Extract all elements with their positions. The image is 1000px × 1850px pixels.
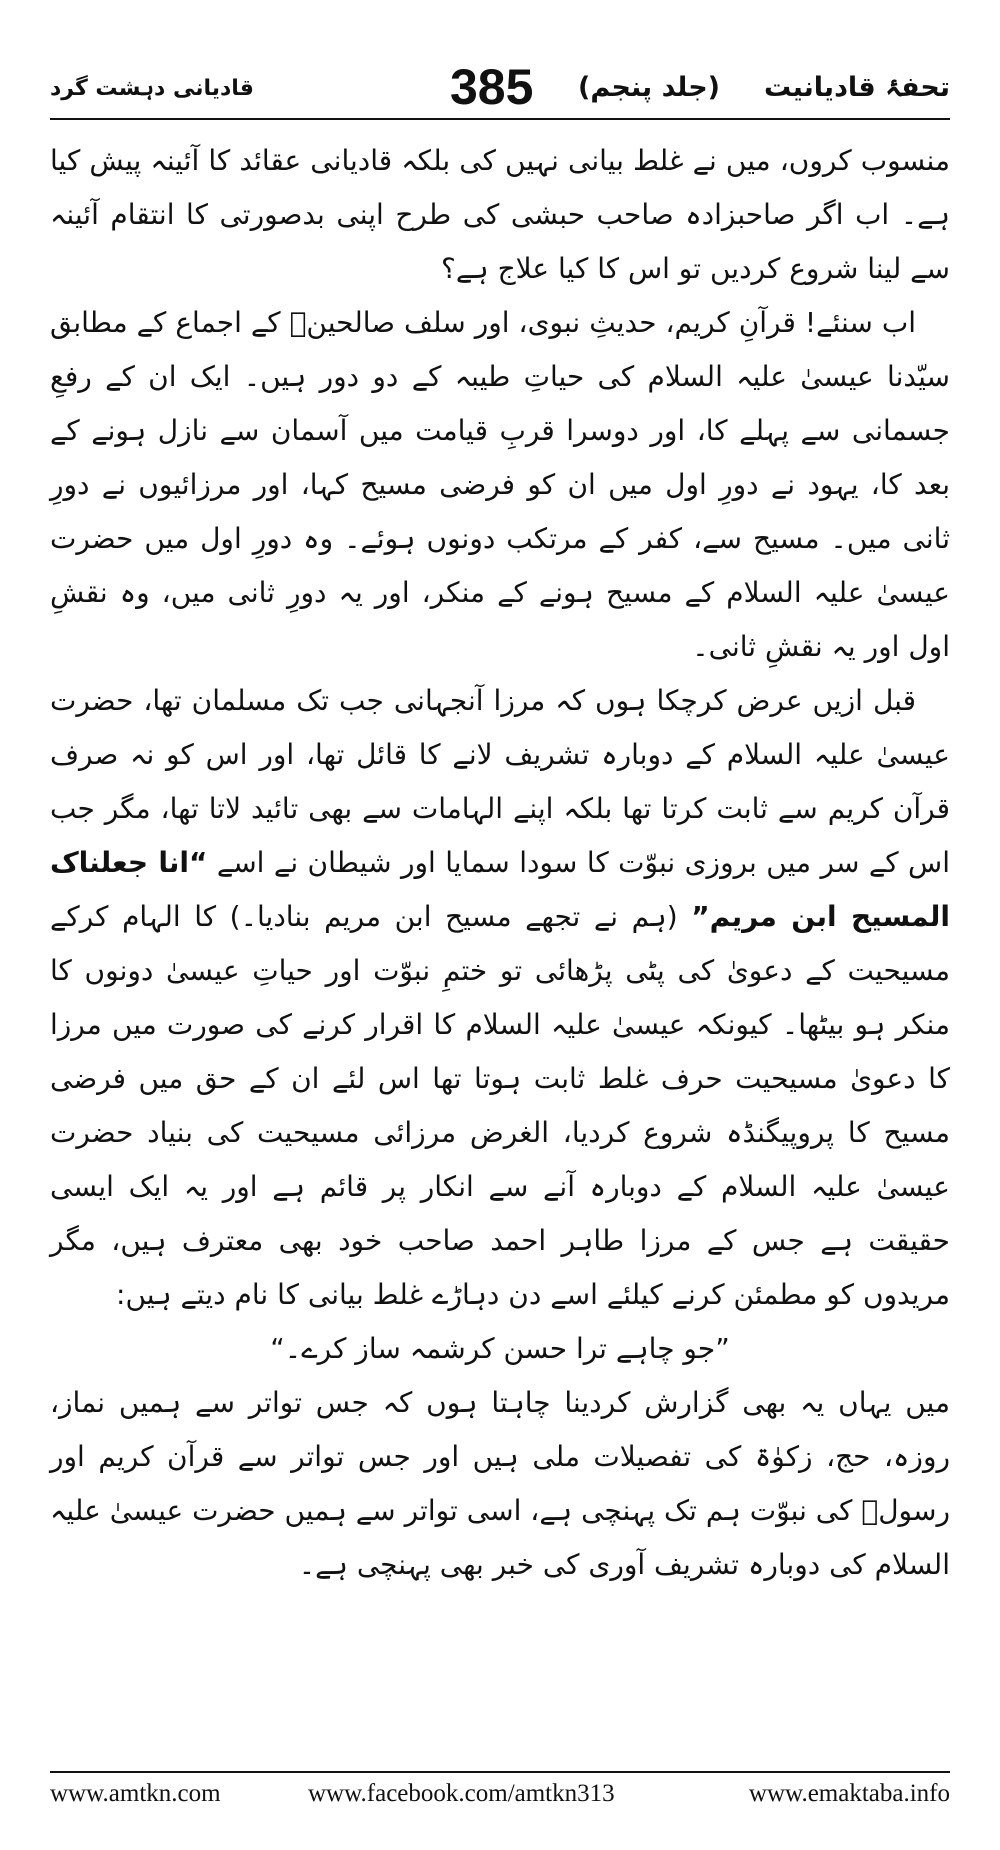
page-footer <box>50 1780 950 1820</box>
footer-link-amtkn[interactable]: www.amtkn.com <box>50 1780 221 1807</box>
page-number: 385 <box>450 59 534 115</box>
header-divider <box>50 118 950 120</box>
paragraph-3-start: قبل ازیں عرض کرچکا ہوں کہ مرزا آنجہانی جب تک مسلمان تھا، حضرت عیسیٰ علیہ السلام کے دوبارہ تشریف لانے کا قائل تھا، اور اس کو نہ صرف قرآن کریم سے ثابت کرتا تھا بلکہ اپنے الہامات سے بھی تائید لاتا تھا، مگر جب اس کے سر میں بروزی نبوّت کا سودا سمایا اور شیطان نے اسے <box>50 684 950 879</box>
paragraph-1: منسوب کروں، میں نے غلط بیانی نہیں کی بلکہ قادیانی عقائد کا آئینہ پیش کیا ہے۔ اب اگر صاحبزادہ صاحب حبشی کی طرح اپنی بدصورتی کا انتقام آئینہ سے لینا شروع کردیں تو اس کا کیا علاج ہے؟ <box>50 144 950 285</box>
paragraph-2: اب سنئے! قرآنِ کریم، حدیثِ نبوی، اور سلف صالحینؒ کے اجماع کے مطابق سیّدنا عیسیٰ علیہ السلام کی حیاتِ طیبہ کے دو دور ہیں۔ ایک ان کے رفعِ جسمانی سے پہلے کا، اور دوسرا قربِ قیامت میں آسمان سے نازل ہونے کے بعد کا، یہود نے دورِ اول میں ان کو فرضی مسیح کہا، اور مرزائیوں نے دورِ ثانی میں۔ مسیح سے، کفر کے مرتکب دونوں ہوئے۔ وہ دورِ اول میں حضرت عیسیٰ علیہ السلام کے مسیح ہونے کے منکر، اور یہ دورِ ثانی میں، وہ نقشِ اول اور یہ نقشِ ثانی۔ <box>50 306 950 663</box>
paragraph-3-end: (ہم نے تجھے مسیح ابن مریم بنادیا۔) کا الہام کرکے مسیحیت کے دعویٰ کی پٹی پڑھائی تو ختمِ نبوّت اور حیاتِ عیسیٰ دونوں کا منکر ہو بیٹھا۔ کیونکہ عیسیٰ علیہ السلام کا اقرار کرنے کی صورت میں مرزا کا دعویٰ مسیحیت حرف غلط ثابت ہوتا تھا اس لئے ان کے حق میں فرضی مسیح کا پروپیگنڈہ شروع کردیا، الغرض مرزائی مسیحیت کی بنیاد حضرت عیسیٰ علیہ السلام کے دوبارہ آنے سے انکار پر قائم ہے اور یہ ایک ایسی حقیقت ہے جس کے مرزا طاہر احمد صاحب خود بھی معترف ہیں، مگر مریدوں کو مطمئن کرنے کیلئے اسے دن دہاڑے غلط بیانی کا نام دیتے ہیں: <box>50 900 950 1311</box>
volume-label: (جلد پنجم) <box>578 72 720 103</box>
page-body <box>50 134 950 1592</box>
book-title: تحفۂ قادیانیت <box>764 72 950 103</box>
section-title: قادیانی دہشت گرد <box>50 76 254 101</box>
verse-line: ”جو چاہے ترا حسن کرشمہ ساز کرے۔“ <box>270 1332 730 1365</box>
page-header <box>50 60 950 114</box>
footer-link-facebook[interactable]: www.facebook.com/amtkn313 <box>308 1780 615 1807</box>
footer-link-emaktaba[interactable]: www.emaktaba.info <box>748 1780 950 1807</box>
paragraph-4: میں یہاں یہ بھی گزارش کردینا چاہتا ہوں کہ جس تواتر سے ہمیں نماز، روزہ، حج، زکوٰۃ کی تفصیلات ملی ہیں اور جس تواتر سے قرآن کریم اور رسولؐ کی نبوّت ہم تک پہنچی ہے، اسی تواتر سے ہمیں حضرت عیسیٰ علیہ السلام کی دوبارہ تشریف آوری کی خبر بھی پہنچی ہے۔ <box>50 1386 950 1581</box>
arabic-quotation: “انا جعلناک المسیح ابن مریم” <box>50 846 950 933</box>
footer-divider <box>50 1771 950 1773</box>
paragraph-3 <box>50 674 950 1322</box>
